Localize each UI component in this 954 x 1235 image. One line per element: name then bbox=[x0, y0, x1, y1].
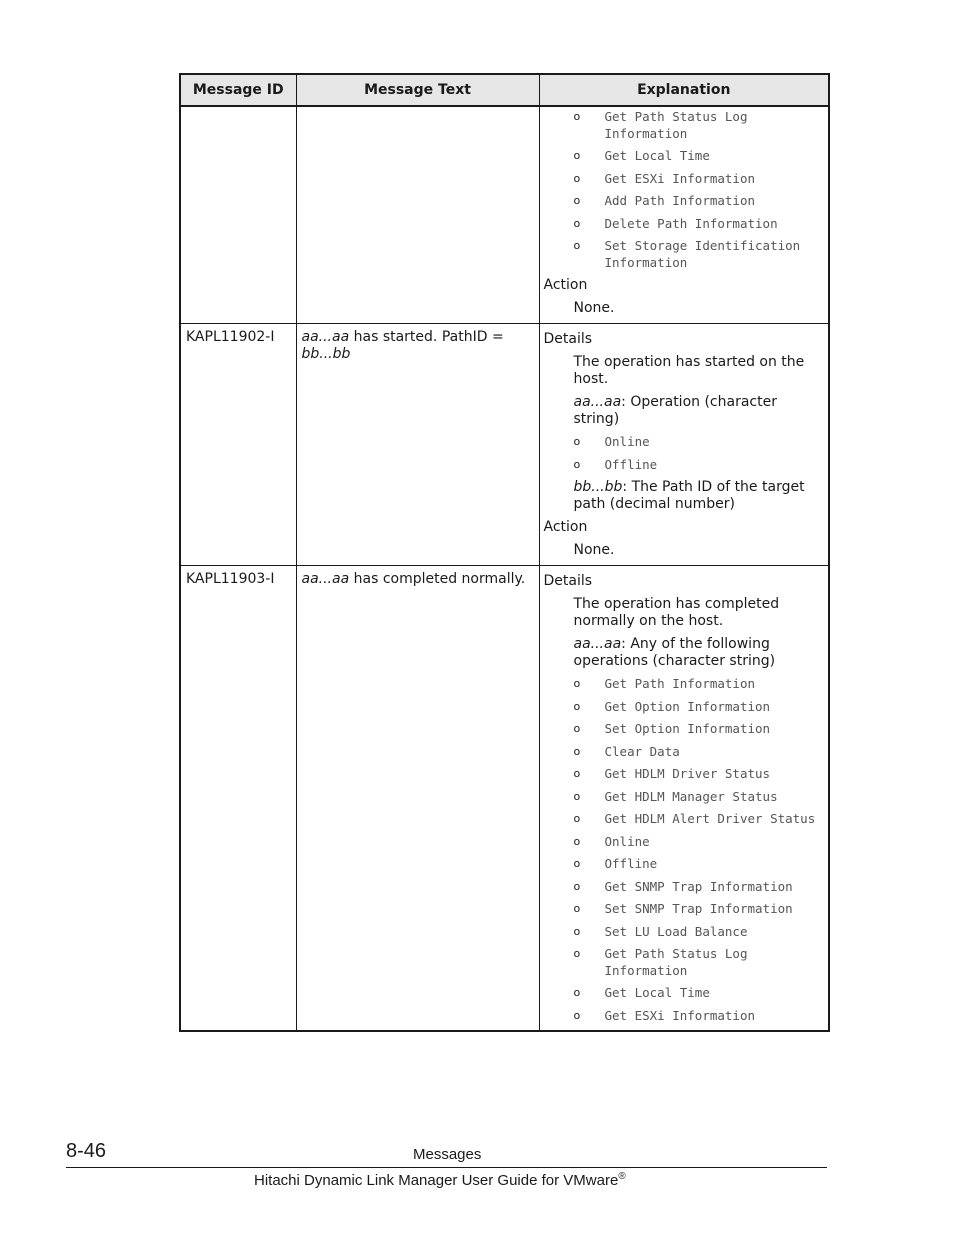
details-text: The operation has completed normally on the host. bbox=[573, 596, 780, 629]
page-number: 8-46 bbox=[66, 1140, 107, 1162]
action-label: Action bbox=[543, 277, 588, 293]
operation-name: Get HDLM Manager Status bbox=[604, 788, 778, 804]
bullet-icon: o bbox=[573, 812, 581, 825]
bullet-icon: o bbox=[573, 857, 581, 870]
bullet-icon: o bbox=[573, 149, 581, 162]
operation-name: Get Path Status Log Information bbox=[604, 946, 748, 978]
operation-item bbox=[573, 923, 825, 941]
bullet-icon: o bbox=[573, 744, 581, 758]
operation-item bbox=[573, 833, 825, 851]
table-row bbox=[180, 566, 829, 1032]
bullet-icon: o bbox=[573, 767, 581, 780]
var-aa-desc: : Operation (character string) bbox=[573, 394, 777, 427]
operation-name: Get SNMP Trap Information bbox=[604, 878, 793, 894]
operation-name: Set SNMP Trap Information bbox=[604, 901, 793, 916]
operation-item bbox=[573, 766, 825, 783]
operation-list bbox=[544, 434, 825, 473]
operation-name: Get HDLM Alert Driver Status bbox=[604, 811, 816, 826]
var-bb-description bbox=[574, 479, 825, 513]
operation-item bbox=[573, 238, 825, 271]
operation-item bbox=[573, 456, 825, 474]
operation-name: Set Storage Identification Information bbox=[604, 238, 801, 270]
message-id-cell: KAPL11903-I bbox=[180, 566, 296, 1032]
operation-item bbox=[573, 1007, 825, 1025]
operation-item bbox=[573, 878, 825, 896]
bullet-icon: o bbox=[573, 457, 581, 471]
operation-item bbox=[573, 811, 825, 828]
bullet-icon: o bbox=[573, 789, 581, 803]
operation-item bbox=[573, 743, 825, 761]
operation-item bbox=[573, 434, 825, 451]
operation-list bbox=[544, 676, 825, 1024]
message-var-bb: bb...bb bbox=[301, 346, 351, 362]
bullet-icon: o bbox=[573, 239, 581, 252]
operation-name: Get HDLM Driver Status bbox=[604, 766, 771, 781]
explanation-cell bbox=[539, 324, 829, 566]
message-text-mid: has started. PathID = bbox=[349, 329, 504, 345]
bullet-icon: o bbox=[573, 722, 581, 735]
bullet-icon: o bbox=[573, 110, 581, 123]
operation-name: Set LU Load Balance bbox=[604, 923, 748, 939]
bullet-icon: o bbox=[573, 986, 581, 999]
bullet-icon: o bbox=[573, 699, 581, 713]
header-message-text: Message Text bbox=[296, 74, 539, 106]
explanation-cell bbox=[539, 566, 829, 1032]
explanation-cell bbox=[539, 106, 829, 324]
message-text-rest: has completed normally. bbox=[349, 571, 526, 587]
operation-item bbox=[573, 170, 825, 188]
var-aa-name: aa...aa bbox=[573, 394, 622, 410]
var-aa-description bbox=[574, 636, 825, 670]
action-text: None. bbox=[573, 542, 615, 558]
message-text-cell bbox=[296, 106, 539, 324]
bullet-icon: o bbox=[573, 216, 581, 230]
bullet-icon: o bbox=[573, 171, 581, 185]
bullet-icon: o bbox=[573, 194, 581, 207]
bullet-icon: o bbox=[573, 947, 581, 960]
operation-item bbox=[573, 856, 825, 873]
operation-name: Delete Path Information bbox=[604, 215, 778, 231]
operation-name: Get ESXi Information bbox=[604, 170, 756, 186]
message-id-cell bbox=[180, 106, 296, 324]
bullet-icon: o bbox=[573, 677, 581, 690]
bullet-icon: o bbox=[573, 435, 581, 448]
operation-item bbox=[573, 109, 825, 142]
bullet-icon: o bbox=[573, 924, 581, 938]
var-aa-description bbox=[574, 394, 825, 428]
operation-name: Online bbox=[604, 434, 650, 449]
operation-name: Online bbox=[604, 833, 650, 849]
operation-name: Offline bbox=[604, 456, 658, 472]
footer-document-title bbox=[254, 1171, 626, 1189]
footer-divider bbox=[66, 1167, 827, 1168]
registered-mark: ® bbox=[618, 1171, 626, 1182]
var-aa-name: aa...aa bbox=[573, 636, 622, 652]
bullet-icon: o bbox=[573, 1008, 581, 1022]
table-row bbox=[180, 106, 829, 324]
message-table bbox=[179, 73, 830, 1032]
operation-name: Get Path Status Log Information bbox=[604, 109, 748, 141]
action-text: None. bbox=[573, 300, 615, 316]
var-bb-desc: : The Path ID of the target path (decimal number) bbox=[573, 479, 805, 512]
operation-name: Get Local Time bbox=[604, 985, 710, 1000]
bullet-icon: o bbox=[573, 879, 581, 893]
var-bb-name: bb...bb bbox=[573, 479, 623, 495]
message-var-aa: aa...aa bbox=[301, 329, 350, 345]
operation-item bbox=[573, 788, 825, 806]
operation-item bbox=[573, 676, 825, 693]
operation-item bbox=[573, 215, 825, 233]
var-aa-desc: : Any of the following operations (character string) bbox=[573, 636, 776, 669]
operation-item bbox=[573, 901, 825, 918]
message-text-cell bbox=[296, 324, 539, 566]
operation-name: Get Path Information bbox=[604, 676, 756, 691]
operation-list bbox=[544, 109, 825, 271]
header-message-id: Message ID bbox=[180, 74, 296, 106]
operation-item bbox=[573, 946, 825, 979]
action-label: Action bbox=[543, 519, 588, 535]
operation-item bbox=[573, 985, 825, 1002]
details-text: The operation has started on the host. bbox=[573, 354, 805, 387]
details-label: Details bbox=[543, 573, 593, 589]
operation-item bbox=[573, 721, 825, 738]
operation-item bbox=[573, 148, 825, 165]
table-header-row bbox=[180, 74, 829, 106]
message-text-cell bbox=[296, 566, 539, 1032]
operation-name: Set Option Information bbox=[604, 721, 771, 736]
operation-name: Get Option Information bbox=[604, 698, 771, 714]
operation-item bbox=[573, 698, 825, 716]
operation-name: Get Local Time bbox=[604, 148, 710, 163]
operation-name: Offline bbox=[604, 856, 658, 871]
footer-title-text: Hitachi Dynamic Link Manager User Guide for VMware bbox=[254, 1172, 619, 1189]
footer-section-name: Messages bbox=[413, 1146, 482, 1163]
operation-name: Clear Data bbox=[604, 743, 680, 759]
message-var-aa: aa...aa bbox=[301, 571, 350, 587]
bullet-icon: o bbox=[573, 834, 581, 848]
message-id-cell: KAPL11902-I bbox=[180, 324, 296, 566]
table-row bbox=[180, 324, 829, 566]
details-label: Details bbox=[543, 331, 593, 347]
operation-item bbox=[573, 193, 825, 210]
operation-name: Add Path Information bbox=[604, 193, 756, 208]
bullet-icon: o bbox=[573, 902, 581, 915]
operation-name: Get ESXi Information bbox=[604, 1007, 756, 1023]
header-explanation: Explanation bbox=[539, 74, 829, 106]
